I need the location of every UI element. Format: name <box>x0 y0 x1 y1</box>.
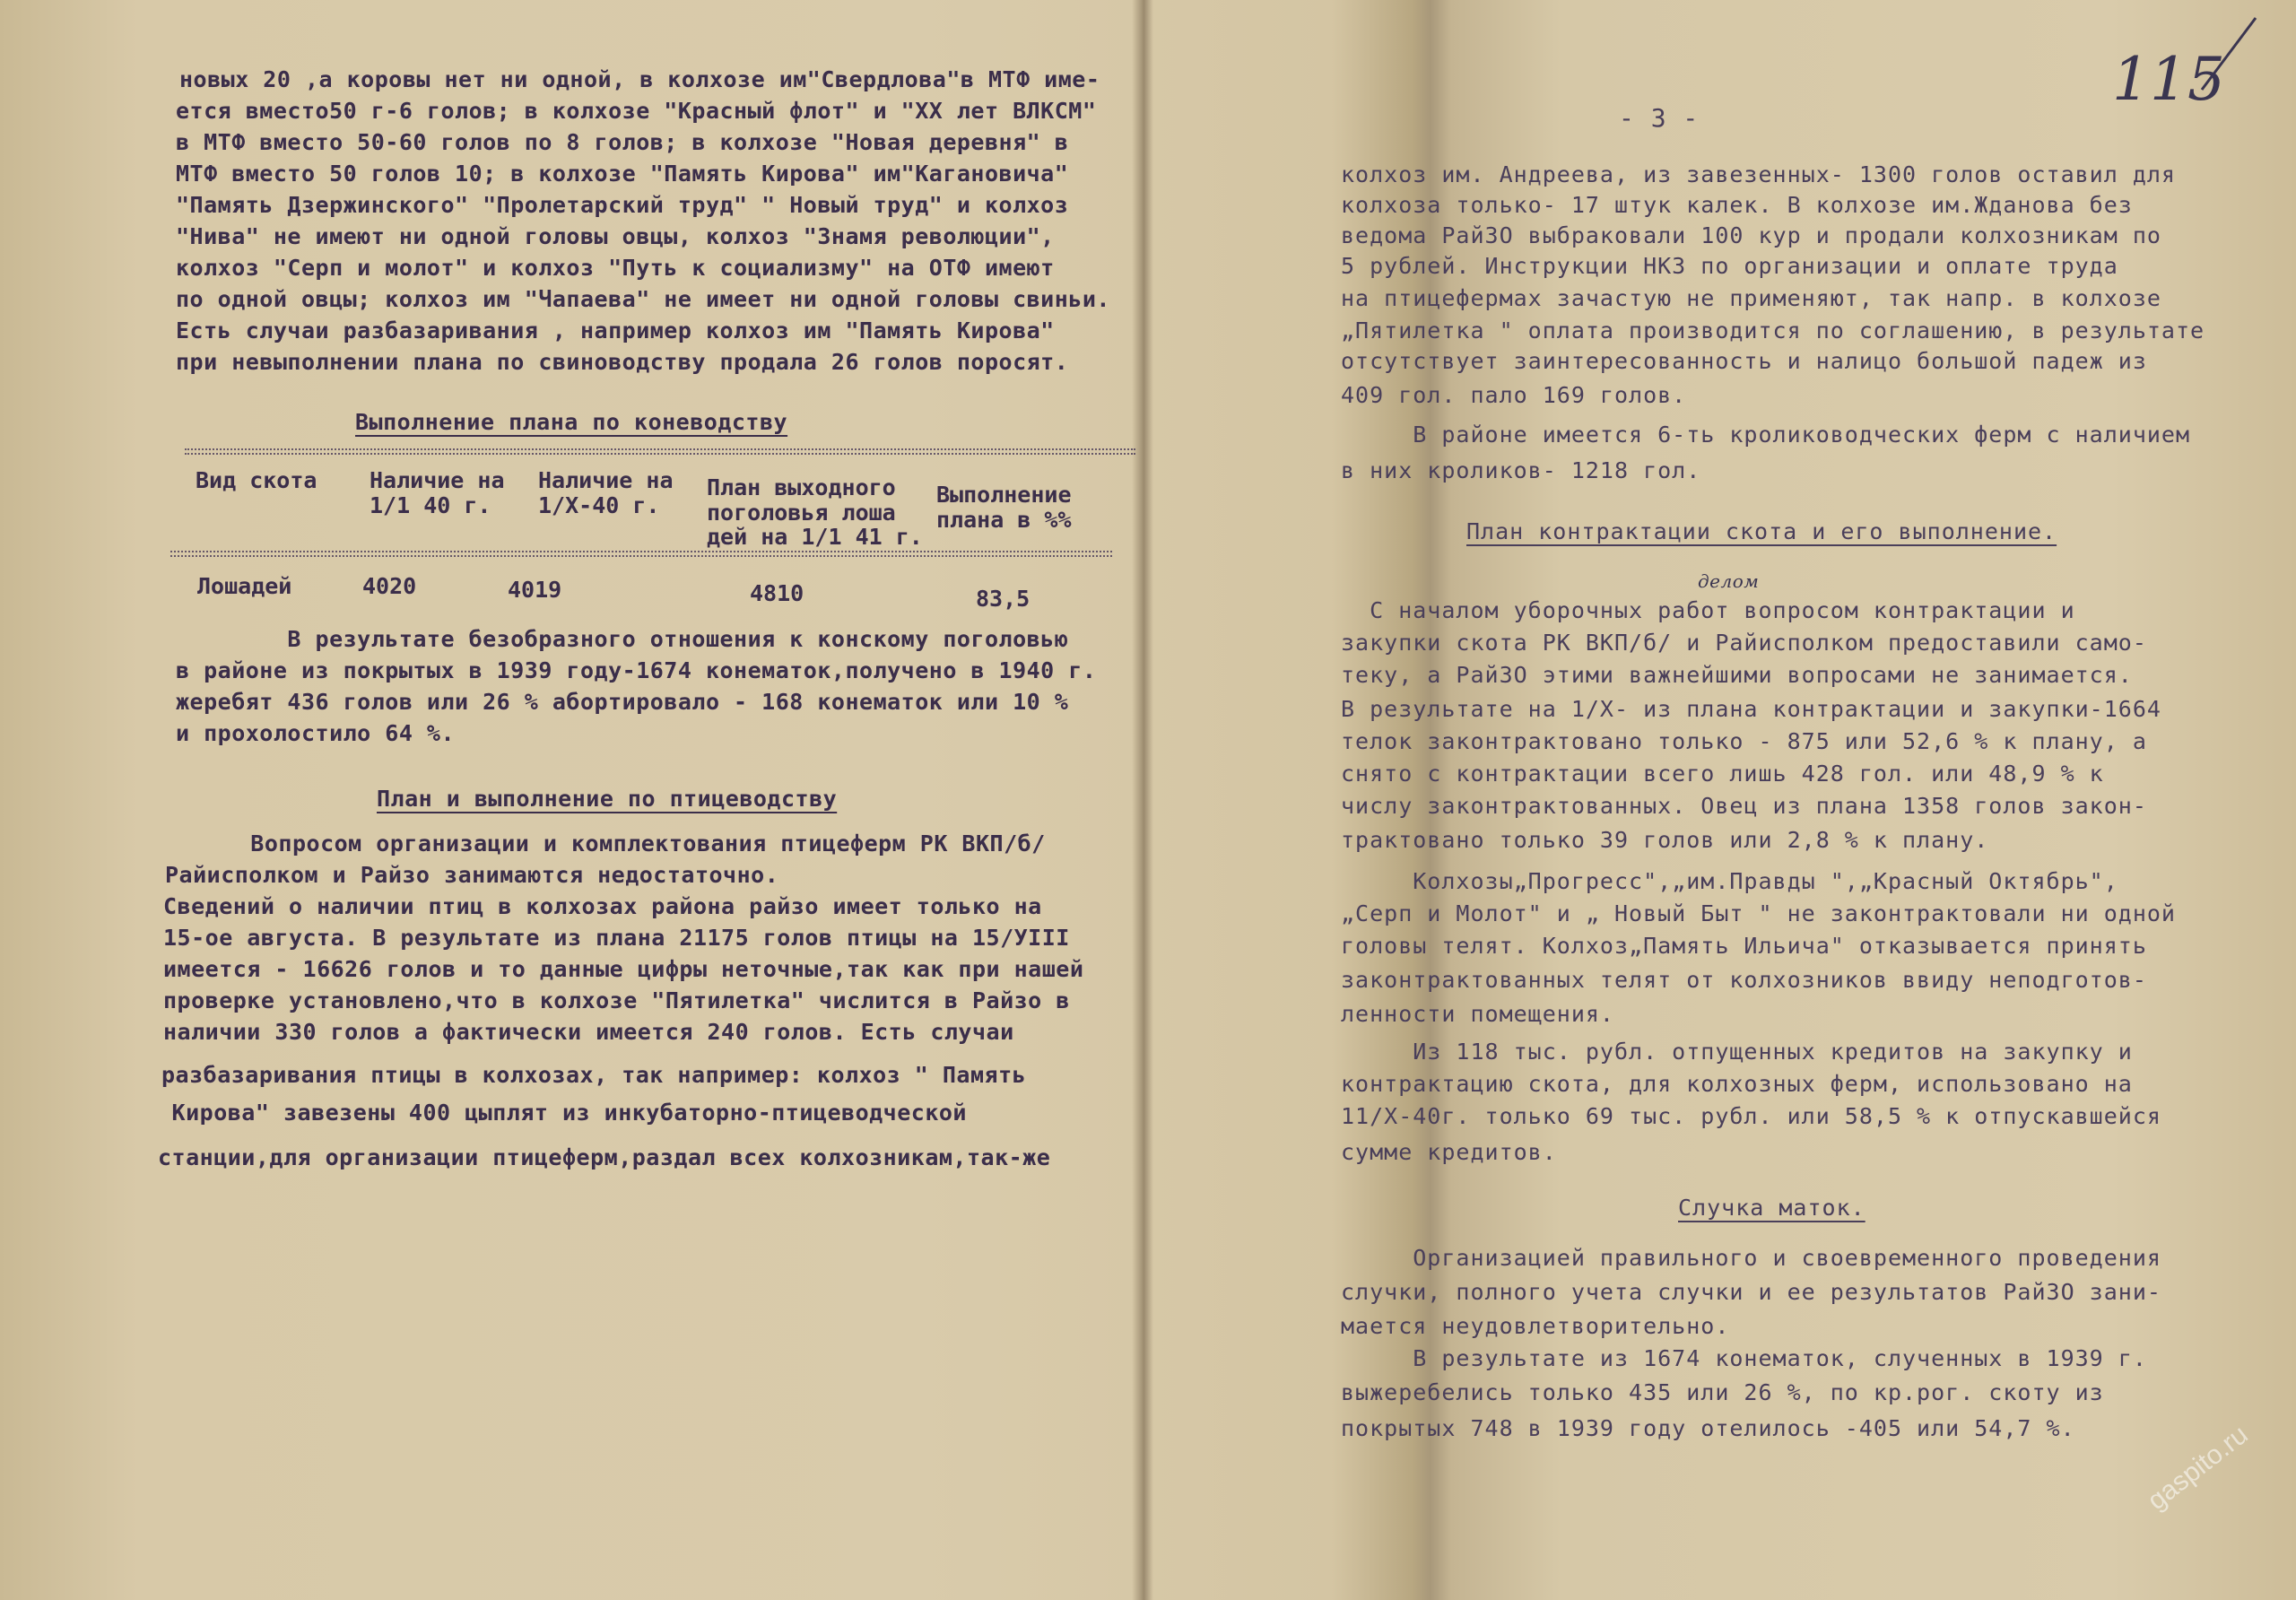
table-cell-count-oct: 4019 <box>508 577 562 603</box>
table-header-count-oct: Наличие на 1/Х-40 г. <box>538 467 674 518</box>
right-para7-line: покрытых 748 в 1939 году отелилось -405 или 54,7 %. <box>1341 1415 2075 1441</box>
poultry-plan-heading: План и выполнение по птицеводству <box>377 786 838 812</box>
right-para3-line: В результате на 1/Х- из плана контрактации и закупки-1664 <box>1341 696 2161 722</box>
table-cell-plan: 4810 <box>750 580 804 606</box>
left-para3-line: станции,для организации птицеферм,раздал всех колхозникам,так-же <box>158 1144 1051 1170</box>
table-cell-percent: 83,5 <box>976 586 1031 612</box>
right-para2-line: В районе имеется 6-ть кролиководческих ферм с наличием <box>1341 422 2191 448</box>
left-para1-line: колхоз "Серп и молот" и колхоз "Путь к социализму" на ОТФ имеют <box>176 255 1055 281</box>
right-para3-line: телок законтрактовано только - 875 или 52,6 % к плану, а <box>1341 728 2147 754</box>
right-para1-line: 5 рублей. Инструкции НКЗ по организации и оплате труда <box>1341 253 2118 279</box>
right-para1-line: отсутствует заинтересованность и налицо большой падеж из <box>1341 348 2147 374</box>
right-para5-line: Из 118 тыс. рубл. отпущенных кредитов на закупку и <box>1341 1039 2133 1065</box>
right-para5-line: контрактацию скота, для колхозных ферм, использовано на <box>1341 1071 2133 1097</box>
right-para4-line: ленности помещения. <box>1341 1001 1614 1027</box>
left-para1-line: МТФ вместо 50 голов 10; в колхозе "Память Кирова" им"Кагановича" <box>176 161 1069 187</box>
left-para2-line: В результате безобразного отношения к конскому поголовью <box>176 626 1069 652</box>
left-para2-line: жеребят 436 голов или 26 % абортировало - 168 конематок или 10 % <box>176 689 1069 715</box>
handwritten-insert: делом <box>1698 570 1760 592</box>
right-para1-line: 409 гол. пало 169 голов. <box>1341 382 1687 408</box>
right-para3-line: трактовано только 39 голов или 2,8 % к плану. <box>1341 827 1989 853</box>
right-para1-line: колхоз им. Андреева, из завезенных- 1300 голов оставил для <box>1341 161 2176 187</box>
right-page <box>1144 0 2296 1600</box>
right-para3-line: закупки скота РК ВКП/б/ и Райисполком предоставили само- <box>1341 630 2147 656</box>
left-para1-line: по одной овцы; колхоз им "Чапаева" не имеет ни одной головы свиньи. <box>176 286 1110 312</box>
right-para6-line: случки, полного учета случки и ее результатов РайЗО зани- <box>1341 1279 2161 1305</box>
left-para3-line: наличии 330 голов а фактически имеется 240 голов. Есть случаи <box>163 1019 1014 1045</box>
left-page <box>0 0 1135 1600</box>
right-para3-line: числу законтрактованных. Овец из плана 1358 голов закон- <box>1341 793 2147 819</box>
right-para2-line: в них кроликов- 1218 гол. <box>1341 457 1701 483</box>
left-para1-line: "Нива" не имеют ни одной головы овцы, колхоз "Знамя революции", <box>176 223 1055 249</box>
watermark: gaspito.ru <box>2142 1420 2254 1517</box>
right-para1-line: ведома РайЗО выбраковали 100 кур и продали колхозникам по <box>1341 222 2161 248</box>
left-para3-line: Райисполком и Райзо занимаются недостаточно. <box>165 862 779 888</box>
table-header-percent: Выполнение плана в %% <box>936 482 1072 533</box>
right-para3-line: теку, а РайЗО этими важнейшими вопросами не занимается. <box>1341 662 2133 688</box>
right-para3-line: снято с контрактации всего лишь 428 гол. или 48,9 % к <box>1341 761 2104 787</box>
right-para1-line: колхоза только- 17 штук калек. В колхозе им.Жданова без <box>1341 192 2133 218</box>
left-para1-line: "Память Дзержинского" "Пролетарский труд" " Новый труд" и колхоз <box>176 192 1069 218</box>
left-para2-line: и прохолостило 64 %. <box>176 720 456 746</box>
left-para3-line: имеется - 16626 голов и то данные цифры неточные,так как при нашей <box>163 956 1084 982</box>
table-header-plan: План выходного поголовья лоша дей на 1/1 41 г. <box>707 474 923 550</box>
horse-plan-heading: Выполнение плана по коневодству <box>355 409 788 435</box>
left-para1-line: новых 20 ,а коровы нет ни одной, в колхозе им"Свердлова"в МТФ име- <box>179 66 1100 92</box>
right-para5-line: сумме кредитов. <box>1341 1139 1557 1165</box>
left-para3-line: проверке установлено,что в колхозе "Пятилетка" числится в Райзо в <box>163 987 1070 1013</box>
right-para7-line: выжеребелись только 435 или 26 %, по кр.рог. скоту из <box>1341 1379 2104 1405</box>
table-header-count-jan: Наличие на 1/1 40 г. <box>370 467 505 518</box>
right-para1-line: на птицефермах зачастую не применяют, так напр. в колхозе <box>1341 285 2161 311</box>
right-para4-line: головы телят. Колхоз„Память Ильича" отказывается принять <box>1341 933 2147 959</box>
right-para7-line: В результате из 1674 конематок, слученных в 1939 г. <box>1341 1345 2147 1371</box>
table-mid-rule <box>170 551 1112 557</box>
right-para5-line: 11/Х-40г. только 69 тыс. рубл. или 58,5 % к отпускавшейся <box>1341 1103 2161 1129</box>
right-para4-line: законтрактованных телят от колхозников ввиду неподготов- <box>1341 967 2147 993</box>
left-para1-line: в МТФ вместо 50-60 голов по 8 голов; в колхозе "Новая деревня" в <box>176 129 1069 155</box>
left-para3-line: Вопросом организации и комплектования птицеферм РК ВКП/б/ <box>167 830 1046 857</box>
right-para4-line: „Серп и Молот" и „ Новый Быт " не законтрактовали ни одной <box>1341 900 2176 926</box>
left-para1-line: при невыполнении плана по свиноводству продала 26 голов поросят. <box>176 349 1069 375</box>
right-para6-line: мается неудовлетворительно. <box>1341 1313 1730 1339</box>
left-para2-line: в районе из покрытых в 1939 году-1674 конематок,получено в 1940 г. <box>176 657 1097 683</box>
right-para3-line: С началом уборочных работ вопросом контрактации и <box>1341 597 2075 623</box>
left-para3-line: Кирова" завезены 400 цыплят из инкубаторно-птицеводческой <box>158 1100 967 1126</box>
right-para6-line: Организацией правильного и своевременного проведения <box>1341 1245 2161 1271</box>
table-cell-horses: Лошадей <box>197 573 292 599</box>
page-number: - 3 - <box>1619 103 1700 133</box>
right-para1-line: „Пятилетка " оплата производится по соглашению, в результате <box>1341 317 2205 343</box>
breeding-heading: Случка маток. <box>1678 1195 1866 1221</box>
folio-pen-stroke <box>2193 9 2265 99</box>
left-para3-line: 15-ое августа. В результате из плана 21175 голов птицы на 15/УIII <box>163 925 1070 951</box>
contract-plan-heading: План контрактации скота и его выполнение. <box>1466 518 2057 544</box>
left-para3-line: Сведений о наличии птиц в колхозах района райзо имеет только на <box>163 893 1042 919</box>
left-para1-line: Есть случаи разбазаривания , например колхоз им "Память Кирова" <box>176 317 1055 343</box>
table-cell-count-jan: 4020 <box>362 573 417 599</box>
left-para1-line: ется вместо50 г-6 голов; в колхозе "Красный флот" и "ХХ лет ВЛКСМ" <box>176 98 1097 124</box>
table-header-type: Вид скота <box>196 467 317 493</box>
right-para4-line: Колхозы„Прогресс",„им.Правды ",„Красный Октябрь", <box>1341 868 2118 894</box>
left-para3-line: разбазаривания птицы в колхозах, так например: колхоз " Память <box>161 1062 1027 1088</box>
table-top-rule <box>185 448 1135 455</box>
folio-handwritten-number: 115 <box>2112 45 2225 114</box>
